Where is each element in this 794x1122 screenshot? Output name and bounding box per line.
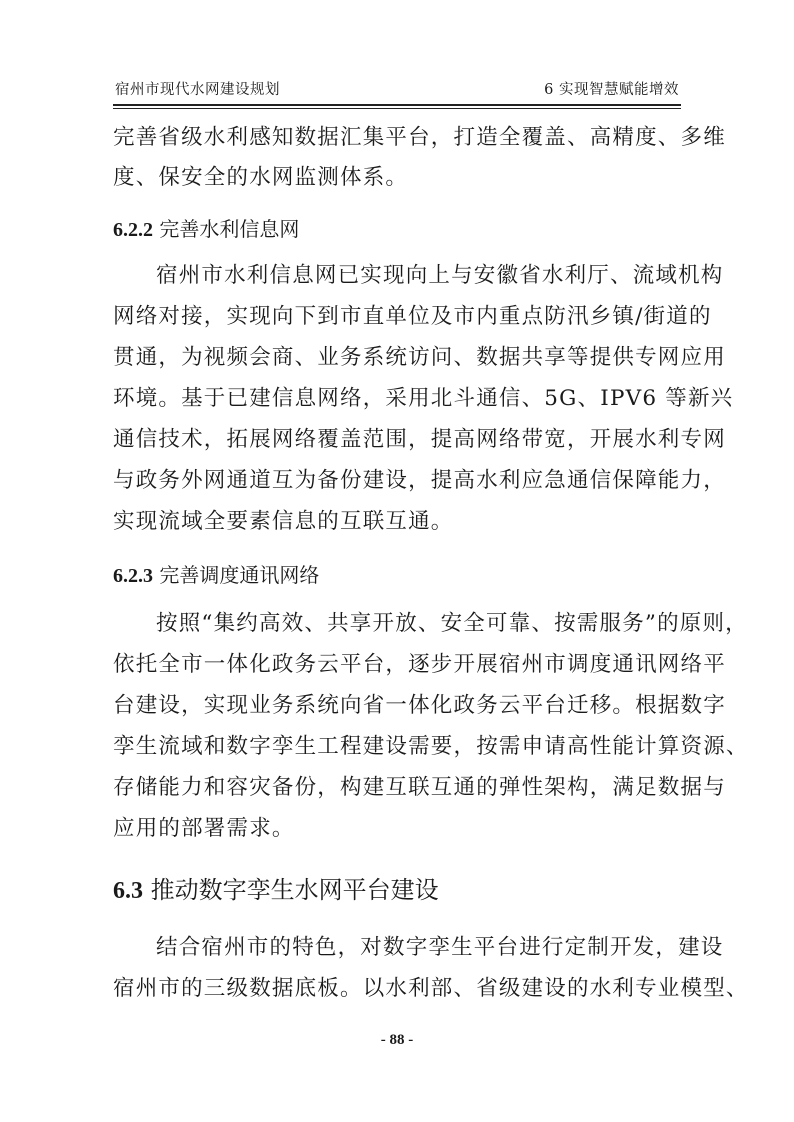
paragraph-line: 应用的部署需求。 xyxy=(113,816,295,841)
section-heading-6-3 xyxy=(113,870,439,911)
header-chapter-title: 6 实现智慧赋能增效 xyxy=(544,82,679,98)
paragraph-line: 通信技术，拓展网络覆盖范围，提高网络带宽，开展水利专网 xyxy=(113,427,726,452)
running-header xyxy=(113,76,681,104)
paragraph-line: 实现流域全要素信息的互联互通。 xyxy=(113,509,454,534)
paragraph-line: 宿州市的三级数据底板。以水利部、省级建设的水利专业模型、 xyxy=(113,976,749,1001)
page-number: - 88 - xyxy=(380,1032,414,1048)
paragraph-line: 环境。基于已建信息网络，采用北斗通信、5G、IPV6 等新兴 xyxy=(113,386,734,411)
section-number: 6.2.3 xyxy=(113,565,153,587)
section-heading-6-2-2 xyxy=(113,212,299,247)
paragraph-line: 结合宿州市的特色，对数字孪生平台进行定制开发，建设 xyxy=(156,935,724,960)
paragraph-line: 按照“集约高效、共享开放、安全可靠、按需服务”的原则， xyxy=(156,611,748,636)
paragraph-line: 与政务外网通道互为备份建设，提高水利应急通信保障能力， xyxy=(113,468,726,493)
header-rule-thick xyxy=(113,104,681,106)
paragraph-line: 贯通，为视频会商、业务系统访问、数据共享等提供专网应用 xyxy=(113,345,726,370)
section-number: 6.2.2 xyxy=(113,219,153,241)
section-title: 完善调度通讯网络 xyxy=(159,563,320,587)
paragraph-line: 宿州市水利信息网已实现向上与安徽省水利厅、流域机构 xyxy=(156,263,724,288)
section-number: 6.3 xyxy=(113,878,143,904)
paragraph-line: 度、保安全的水网监测体系。 xyxy=(113,165,409,190)
paragraph-line: 完善省级水利感知数据汇集平台，打造全覆盖、高精度、多维 xyxy=(113,125,726,150)
paragraph-line: 孪生流域和数字孪生工程建设需要，按需申请高性能计算资源、 xyxy=(113,734,749,759)
section-title: 推动数字孪生水网平台建设 xyxy=(150,876,439,904)
section-title: 完善水利信息网 xyxy=(159,217,300,241)
paragraph-line: 存储能力和容灾备份，构建互联互通的弹性架构，满足数据与 xyxy=(113,775,726,800)
header-rule-thin xyxy=(113,108,681,109)
paragraph-line: 网络对接，实现向下到市直单位及市内重点防汛乡镇/街道的 xyxy=(113,304,712,329)
paragraph-line: 依托全市一体化政务云平台，逐步开展宿州市调度通讯网络平 xyxy=(113,652,726,677)
paragraph-line: 台建设，实现业务系统向省一体化政务云平台迁移。根据数字 xyxy=(113,693,726,718)
section-heading-6-2-3 xyxy=(113,558,319,593)
header-document-title: 宿州市现代水网建设规划 xyxy=(115,82,280,98)
